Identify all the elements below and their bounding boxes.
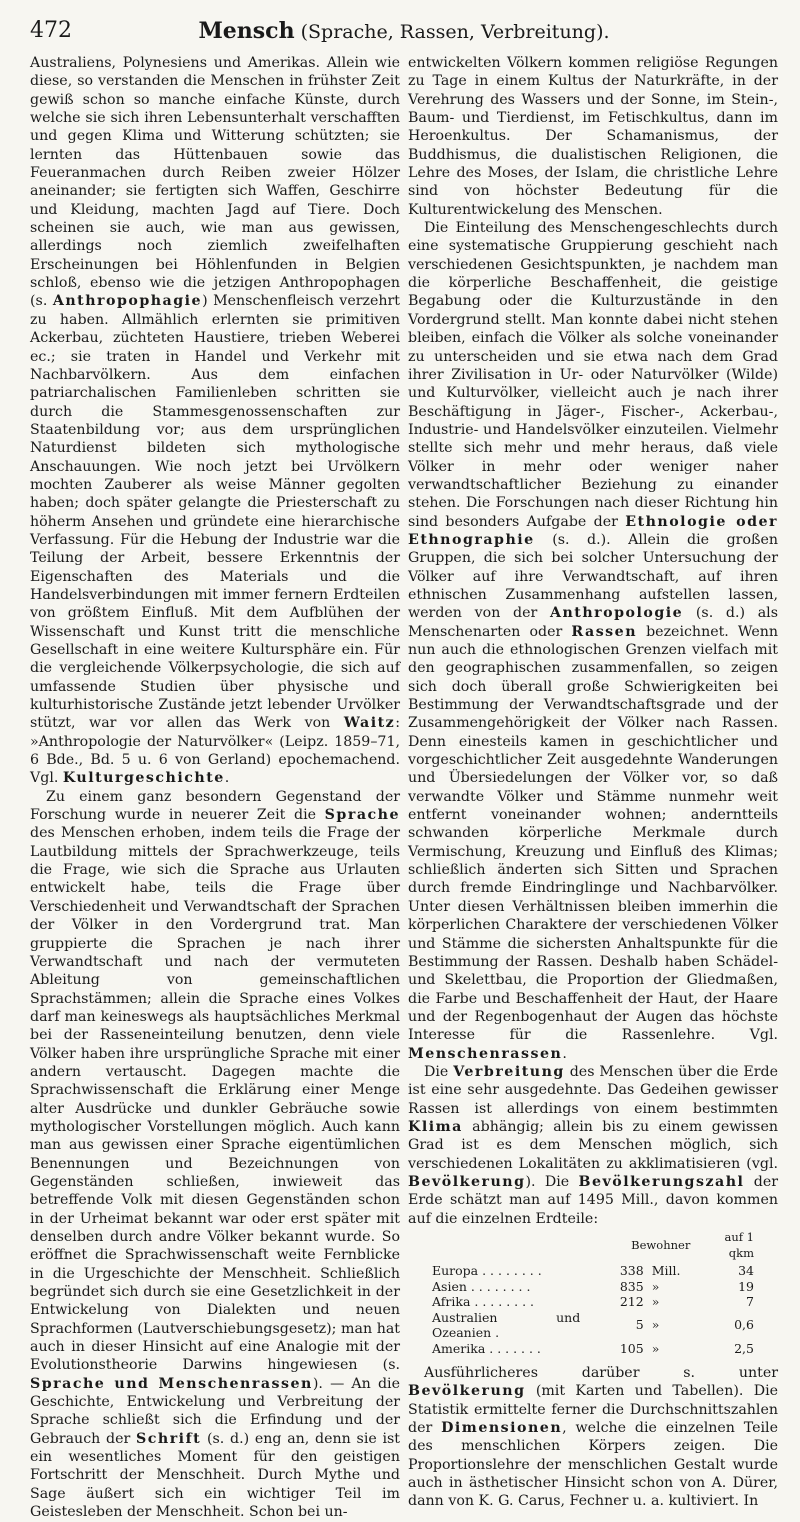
table-row: Europa . . . . . . . . 338 Mill. 34 [432,1263,754,1278]
headword: Mensch [198,18,295,44]
cross-reference: Anthropologie [549,605,684,622]
column-header-inhabitants: Bewohner [631,1237,691,1252]
right-column [408,54,778,1522]
left-column [30,54,400,1522]
running-head [30,18,778,44]
table-row: Amerika . . . . . . . 105 » 2,5 [432,1340,754,1356]
cross-reference: Kulturgeschichte [62,770,225,787]
term: Bevölkerungszahl [578,1173,745,1190]
cross-reference: Bevölkerung [408,1383,526,1400]
table-row: Afrika . . . . . . . . 212 » 7 [432,1294,754,1309]
population-table [428,1230,778,1356]
term: Rassen [571,623,638,640]
paragraph: Australiens, Polynesiens und Amerikas. Allein wie diese, so verstanden die Menschen in frühster Zeit gewiß schon so manche einfache Künste, durch welche sie sich ihren Lebensunterhalt verschafften und gegen Klima und Witterung schützten; sie lernten das Hüttenbauen sowie das Feueranmachen durch Reiben zweier Hölzer aneinander; sie fertigten sich Waffen, Geschirre und Kleidung, machten Jagd auf Tiere. Doch scheinen sie auch, wie man aus gewissen, allerdings noch ziemlich zweifelhaften Erscheinungen bei Höhlenfunden in Belgien schloß, ebenso wie die jetzigen Anthropophagen (s. Anthropophagie) Menschenfleisch verzehrt zu haben. Allmählich erlernten sie primitiven Ackerbau, züchteten Haustiere, trieben Weberei ec.; sie traten in Handel und Verkehr mit Nachbarvölkern. Aus dem einfachen patriarchalischen Familienleben schritten sie durch die Stammesgenossenschaften zur Staatenbildung vor; aus dem ursprünglichen Naturdienst bildeten sich mythologische Anschauungen. Wie noch jetzt bei Urvölkern mochten Zauberer als weise Männer gegolten haben; doch später gelangte die Priesterschaft zu höherm Ansehen und gründete eine hierarchische Verfassung. Für die Hebung der Industrie war die Teilung der Arbeit, bessere Erkenntnis der Eigenschaften des Materials und die Handelsverbindungen mit immer fernern Erdteilen von größtem Einfluß. Mit dem Aufblühen der Wissenschaft und Kunst tritt die menschliche Gesellschaft in eine weitere Kultursphäre ein. Für die vergleichende Völkerpsychologie, die sich auf umfassende Studien über physische und kulturhistorische Zustände jetzt lebender Urvölker stützt, war vor allen das Werk von Waitz: »Anthropologie der Naturvölker« (Leipz. 1859–71, 6 Bde., Bd. 5 u. 6 von Gerland) epochemachend. Vgl. Kulturgeschichte. [30,55,400,787]
running-head-subtitle: (Sprache, Rassen, Verbreitung). [300,21,610,43]
term: Dimensionen [441,1420,563,1437]
paragraph: Ausführlicheres darüber s. unter Bevölkerung (mit Karten und Tabellen). Die Statistik ermittelte ferner die Durchschnittszahlen der Dimensionen, welche die einzelnen Teile des menschlichen Körpers zeigen. Die Proportionslehre der menschlichen Gestalt wurde auch in ästhetischer Hinsicht schon von A. Dürer, dann von K. G. Carus, Fechner u. a. kultiviert. In [408,1365,778,1510]
page-header [30,16,778,50]
column-header-density: auf 1 qkm [724,1230,754,1260]
page-number: 472 [30,18,72,43]
cross-reference: Ethnologie oder Ethnographie [408,513,779,548]
cross-reference: Bevölkerung [408,1173,526,1190]
term: Verbreitung [453,1063,565,1080]
table-header [428,1230,758,1263]
paragraph: Zu einem ganz besondern Gegenstand der Forschung wurde in neuerer Zeit die Sprache des Menschen erhoben, indem teils die Frage der Lautbildung mittels der Sprachwerkzeuge, teils die Frage, wie sich die Sprache aus Urlauten entwickelt habe, teils die Frage über Verschiedenheit und Verwandtschaft der Sprachen der Völker in den Vordergrund trat. Man gruppierte die Sprachen je nach ihrer Verwandtschaft und nach der vermuteten Ableitung von gemeinschaftlichen Sprachstämmen; allein die Sprache eines Volkes darf man keineswegs als hauptsächliches Merkmal bei der Rasseneinteilung benutzen, denn viele Völker haben ihre ursprüngliche Sprache mit einer andern vertauscht. Dagegen machte die Sprachwissenschaft die Erklärung einer Menge alter Ausdrücke und dunkler Gebräuche sowie mythologischer Vorstellungen möglich. Auch kann man aus gewissen einer Sprache eigentümlichen Benennungen und Bezeichnungen von Gegenständen schließen, inwieweit das betreffende Volk mit diesen Gegenständen schon in der Urheimat bekannt war oder erst später mit denselben durch andre Völker bekannt wurde. So eröffnet die Sprachwissenschaft weite Fernblicke in die Urgeschichte der Menschheit. Schließlich begründet sich durch sie eine Gesetzlichkeit in der Entwickelung von Dialekten und neuen Sprachformen (Lautverschiebungsgesetz); man hat auch in dieser Hinsicht auf eine Analogie mit der Evolutionstheorie Darwins hingewiesen (s. Sprache und Menschenrassen). — An die Geschichte, Entwickelung und Verbreitung der Sprache schließt sich die Erfindung und der Gebrauch der Schrift (s. d.) eng an, denn sie ist ein wesentliches Moment für den geistigen Fortschritt der Menschheit. Durch Mythe und Sage äußert sich ein wichtiger Teil im Geistesleben der Menschheit. Schon bei un- [30,788,400,1521]
term: Schrift [136,1430,202,1447]
paragraph: Die Verbreitung des Menschen über die Erde ist eine sehr ausgedehnte. Das Gedeihen gewisser Rassen ist allerdings von einem bestimmten Klima abhängig; allein bis zu einem gewissen Grad ist es dem Menschen möglich, sich verschiedenen Lokalitäten zu akklimatisieren (vgl. Bevölkerung). Die Bevölkerungszahl der Erde schätzt man auf 1495 Mill., davon kommen auf die einzelnen Erdteile: [408,1063,778,1227]
author-name: Waitz [343,715,396,732]
cross-reference: Menschenrassen [408,1045,563,1062]
table-row: Asien . . . . . . . . 835 » 19 [432,1278,754,1294]
text-columns [30,54,778,1522]
table-row: Australien und Ozeanien . 5 » 0,6 [432,1309,754,1340]
cross-reference: Klima [408,1118,463,1135]
paragraph: Die Einteilung des Menschengeschlechts durch eine systematische Gruppierung geschieht nach verschiedenen Gesichtspunkten, je nachdem man die körperliche Beschaffenheit, die geistige Begabung oder die Kulturzustände in den Vordergrund stellt. Man konnte dabei nicht stehen bleiben, einfach die Völker als solche voneinander zu unterscheiden und sie etwa nach dem Grad ihrer Zivilisation in Ur- oder Naturvölker (Wilde) und Kulturvölker, vielleicht auch je nach ihrer Beschäftigung in Jäger-, Fischer-, Ackerbau-, Industrie- und Handelsvölker einzuteilen. Vielmehr stellte sich mehr und mehr heraus, daß viele Völker in mehr oder weniger naher verwandtschaftlicher Beziehung zu einander stehen. Die Forschungen nach dieser Richtung hin sind besonders Aufgabe der Ethnologie oder Ethnographie (s. d.). Allein die großen Gruppen, die sich bei solcher Untersuchung der Völker auf ihre Verwandtschaft, auf ihren ethnischen Zusammenhang aufstellen lassen, werden von der Anthropologie (s. d.) als Menschenarten oder Rassen bezeichnet. Wenn nun auch die ethnologischen Grenzen vielfach mit den geographischen zusammenfallen, so zeigen sich doch überall große Schwierigkeiten bei Bestimmung der Verwandtschaftsgrade und der Zusammengehörigkeit der Völker nach Rassen. Denn einesteils kamen in geschichtlicher und vorgeschichtlicher Zeit ausgedehnte Wanderungen und Übersiedelungen der Völker vor, so daß verwandte Völker und Stämme nunmehr weit entfernt voneinander wohnen; anderntteils schwanden körperliche Merkmale durch Vermischung, Kreuzung und Einfluß des Klimas; schließlich änderten sich Sitten und Sprachen durch fremde Eindringlinge und Nachbarvölker. Unter diesen Verhältnissen bleiben immerhin die körperlichen Charaktere der verschiedenen Völker und Stämme die sichersten Anhaltspunkte für die Bestimmung der Rassen. Deshalb haben Schädel- und Skelettbau, die Proportion der Gliedmaßen, die Farbe und Beschaffenheit der Haut, der Haare und der Regenbogenhaut der Augen das höchste Interesse für die Rassenlehre. Vgl. Menschenrassen. [408,220,779,1062]
cross-reference: Anthropophagie [52,293,203,310]
cross-reference: Sprache und Menschenrassen [30,1375,313,1392]
term: Sprache [324,807,400,824]
paragraph: entwickelten Völkern kommen religiöse Regungen zu Tage in einem Kultus der Naturkräfte, in der Verehrung des Wassers und der Sonne, im Stein-, Baum- und Tierdienst, im Fetischkultus, dann im Heroenkultus. Der Schamanismus, der Buddhismus, die dualistischen Religionen, die Lehre des Moses, der Islam, die christliche Lehre sind von höchster Bedeutung für die Kulturentwickelung des Menschen. [408,55,778,218]
